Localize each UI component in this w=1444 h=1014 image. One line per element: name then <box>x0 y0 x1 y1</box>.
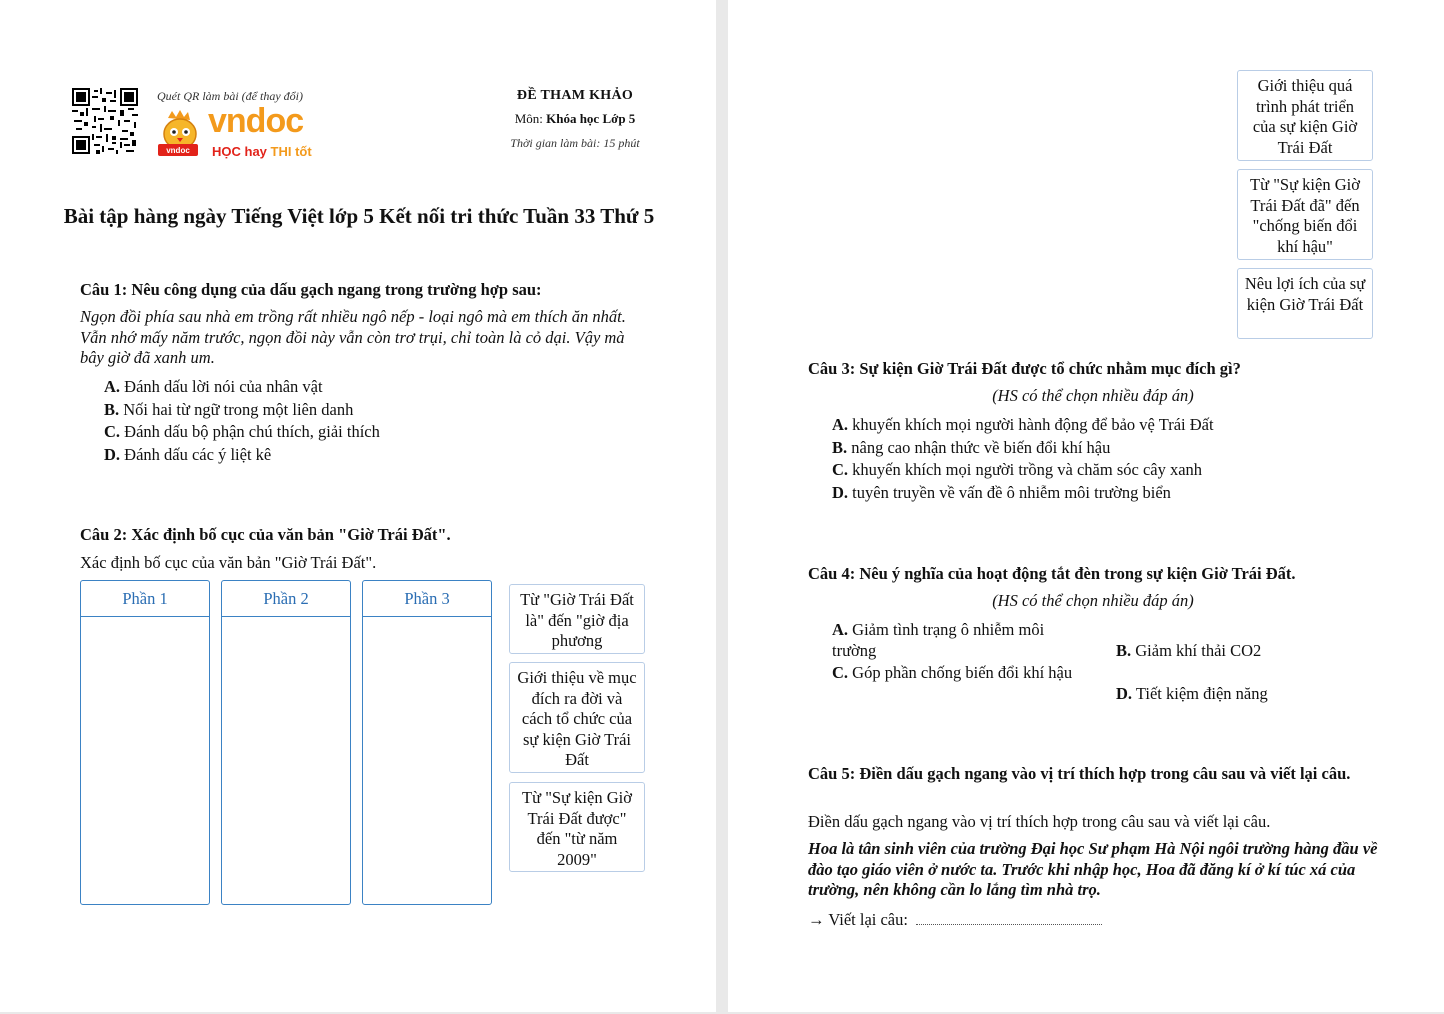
page-right <box>728 0 1444 1012</box>
q2-title: Câu 2: Xác định bố cục của văn bản "Giờ Trái Đất". <box>80 525 451 544</box>
logo-slogan: HỌC hay THI tốt <box>212 144 312 159</box>
q3-title: Câu 3: Sự kiện Giờ Trái Đất được tổ chức nhằm mục đích gì? <box>808 359 1241 378</box>
logo-wordmark: vndoc <box>208 102 304 140</box>
q4-hint: (HS có thể chọn nhiều đáp án) <box>992 591 1194 610</box>
q1-title: Câu 1: Nêu công dụng của dấu gạch ngang trong trường hợp sau: <box>80 280 542 299</box>
q1-option-a[interactable]: A. Đánh dấu lời nói của nhân vật <box>104 377 323 396</box>
q4-option-a[interactable]: A. Giảm tình trạng ô nhiễm môi trường <box>832 620 1045 660</box>
dropzone-part-3[interactable] <box>362 580 492 905</box>
page-left <box>0 0 716 1012</box>
q1-option-c[interactable]: C. Đánh dấu bộ phận chú thích, giải thích <box>104 422 380 441</box>
q1-option-d[interactable]: D. Đánh dấu các ý liệt kê <box>104 445 272 464</box>
q3-hint: (HS có thể chọn nhiều đáp án) <box>992 386 1194 405</box>
subject-line: Môn: Khóa học Lớp 5 <box>514 111 636 126</box>
q4-option-d[interactable]: D. Tiết kiệm điện năng <box>1116 684 1268 703</box>
q4-option-b[interactable]: B. Giảm khí thải CO2 <box>1116 641 1262 660</box>
drag-card[interactable]: Từ "Sự kiện Giờ Trái Đất đã" đến "chống biến đổi khí hậu" <box>1237 169 1373 260</box>
drag-card[interactable]: Từ "Giờ Trái Đất là" đến "giờ địa phương <box>509 584 645 654</box>
q1-passage: Ngọn đồi phía sau nhà em trồng rất nhiều ngô nếp - loại ngô mà em thích ăn nhất. Vẫn nhớ mấy năm trước, ngọn đồi này vẫn còn trơ trụi, chỉ toàn là cỏ dại. Vậy mà bây giờ đã xanh um. <box>80 307 626 367</box>
answer-line-input[interactable] <box>916 910 1102 925</box>
drag-card[interactable]: Giới thiệu về mục đích ra đời và cách tổ chức của sự kiện Giờ Trái Đất <box>509 662 645 773</box>
q4-title: Câu 4: Nêu ý nghĩa của hoạt động tắt đèn trong sự kiện Giờ Trái Đất. <box>808 564 1296 583</box>
document-title: Bài tập hàng ngày Tiếng Việt lớp 5 Kết nối tri thức Tuần 33 Thứ 5 <box>63 204 655 228</box>
drag-card[interactable]: Nêu lợi ích của sự kiện Giờ Trái Đất <box>1237 268 1373 339</box>
q5-sentence: Hoa là tân sinh viên của trường Đại học Sư phạm Hà Nội ngôi trường hàng đầu về đào tạo giáo viên ở nước ta. Trước khi nhập học, Hoa đã đăng kí ở kí túc xá của trường, nên không cần lo lắng tìm nhà trọ. <box>808 839 1378 899</box>
exam-label: ĐỀ THAM KHẢO <box>516 88 634 103</box>
q5-rewrite <box>808 909 1398 930</box>
dropzone-header: Phần 3 <box>363 581 491 617</box>
dropzone-part-1[interactable] <box>80 580 210 905</box>
q5-rewrite-label: → Viết lại câu: <box>808 910 908 929</box>
q2-instruction: Xác định bố cục của văn bản "Giờ Trái Đất". <box>80 553 377 572</box>
qr-caption: Quét QR làm bài (để thay đổi) <box>157 89 303 103</box>
drag-card[interactable]: Từ "Sự kiện Giờ Trái Đất được" đến "từ năm 2009" <box>509 782 645 872</box>
q5-instruction: Điền dấu gạch ngang vào vị trí thích hợp trong câu sau và viết lại câu. <box>808 812 1271 831</box>
vndoc-logo <box>156 102 326 162</box>
q5-title: Câu 5: Điền dấu gạch ngang vào vị trí thích hợp trong câu sau và viết lại câu. <box>808 764 1351 783</box>
drag-card[interactable]: Giới thiệu quá trình phát triển của sự kiện Giờ Trái Đất <box>1237 70 1373 161</box>
q3-option-a[interactable]: A. khuyến khích mọi người hành động để bảo vệ Trái Đất <box>832 415 1214 434</box>
q1-option-b[interactable]: B. Nối hai từ ngữ trong một liên danh <box>104 400 354 419</box>
q3-option-b[interactable]: B. nâng cao nhận thức về biến đổi khí hậu <box>832 438 1111 457</box>
q3-option-c[interactable]: C. khuyến khích mọi người trồng và chăm sóc cây xanh <box>832 460 1203 479</box>
dropzone-header: Phần 2 <box>222 581 350 617</box>
q4-option-c[interactable]: C. Góp phần chống biến đổi khí hậu <box>832 663 1073 682</box>
time-limit: Thời gian làm bài: 15 phút <box>510 136 640 150</box>
dropzone-header: Phần 1 <box>81 581 209 617</box>
qr-code-icon[interactable] <box>72 88 138 154</box>
dropzone-part-2[interactable] <box>221 580 351 905</box>
q3-option-d[interactable]: D. tuyên truyền về vấn đề ô nhiễm môi trường biển <box>832 483 1171 502</box>
svg-text:vndoc: vndoc <box>166 146 190 155</box>
